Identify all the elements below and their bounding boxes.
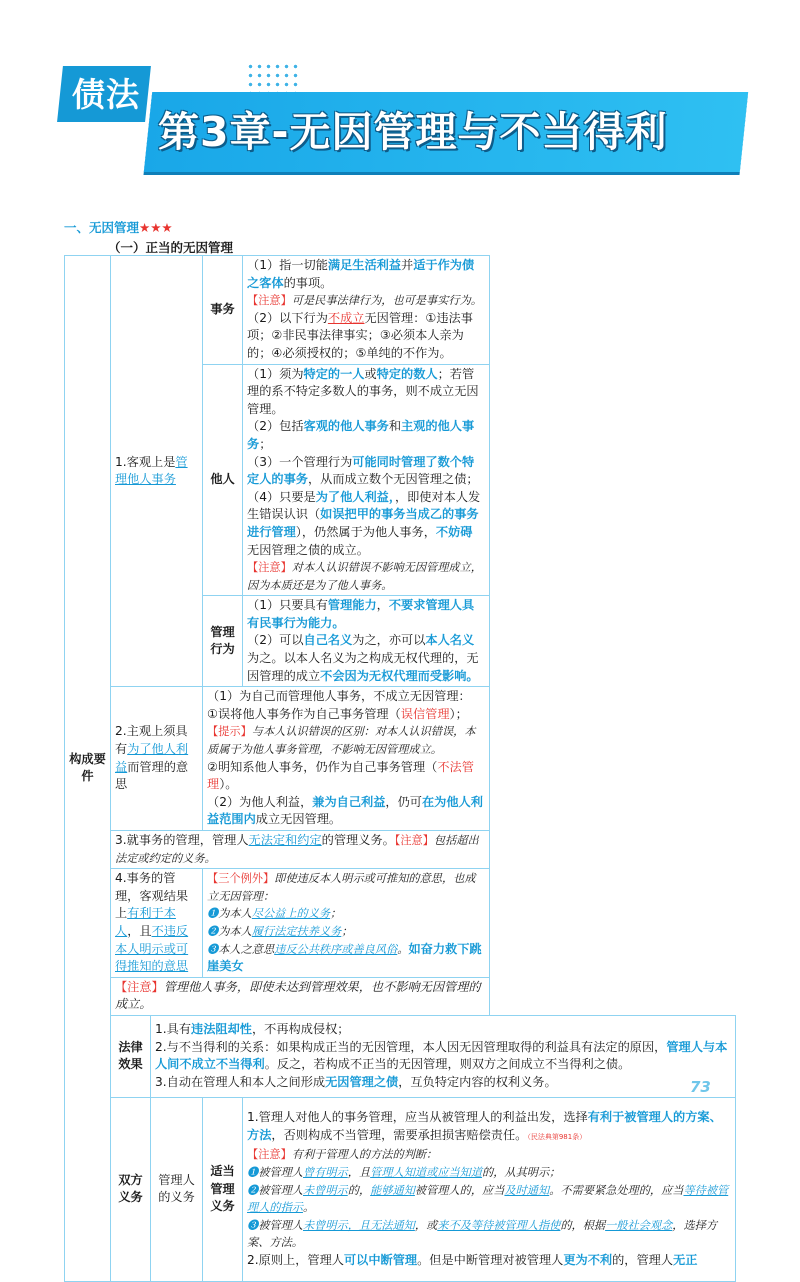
table-row — [65, 1097, 736, 1281]
text-line — [207, 870, 484, 905]
text-run: 的管理义务。 — [321, 833, 395, 847]
text-run: 及时通知 — [504, 1183, 550, 1197]
label-taren: 他人 — [203, 364, 243, 596]
label-keguan — [111, 256, 203, 687]
text-run: 无因管理之债 — [325, 1075, 399, 1090]
importance-stars: ★★★ — [139, 220, 173, 235]
text-run: 或 — [364, 366, 377, 381]
text-run: 的，管理人 — [612, 1253, 674, 1268]
section-heading — [64, 218, 173, 236]
text-run: 曾有明示 — [302, 1166, 348, 1180]
text-line — [247, 292, 484, 310]
text-run: ，从而成立数个无因管理之债； — [307, 472, 479, 487]
label-falv: 法律效果 — [111, 1015, 151, 1097]
text-run: ，或 — [414, 1218, 438, 1232]
cell-yiwu3 — [111, 831, 490, 869]
text-run — [207, 943, 408, 956]
page-number: 73 — [690, 1078, 711, 1096]
text-line — [155, 1021, 731, 1039]
text-run: 【注意】 — [115, 979, 164, 994]
text-run: （2）可以 — [247, 633, 304, 648]
text-run: ，且 — [127, 923, 152, 938]
cell-guanli-xingwei — [243, 596, 489, 687]
text-run: 【提示】 — [207, 725, 252, 739]
label-goucheng: 构成要件 — [65, 256, 111, 1282]
text-line — [247, 257, 484, 292]
text-run: 适于作为债之客体 — [247, 258, 475, 290]
text-line — [247, 418, 484, 453]
text-run: （3）一个管理行为 — [247, 454, 353, 469]
text-run: （1）只要具有 — [247, 598, 328, 613]
label-shidang: 适当管理义务 — [203, 1097, 243, 1281]
text-line — [247, 1146, 731, 1164]
text-line — [247, 1109, 731, 1146]
text-line — [247, 1252, 731, 1270]
text-run: 【注意】 — [247, 561, 292, 575]
text-run: 为了他人利益， — [315, 489, 395, 504]
text-run: 被管理人 — [258, 1183, 303, 1197]
text-run: （民法典第981条） — [527, 1132, 587, 1141]
text-run: ）； — [449, 706, 468, 721]
text-run: 并 — [401, 258, 414, 272]
text-run: 包括超出法定或约定的义务。 — [115, 834, 479, 865]
text-run: 可以中断管理 — [343, 1253, 418, 1268]
text-run: ； — [259, 436, 272, 451]
text-run: 来不及等待被管理人指使 — [437, 1218, 561, 1232]
text-run: 。但是中断管理对被管理人 — [417, 1253, 564, 1268]
text-line — [247, 559, 484, 594]
label-shuangfang: 双方义务 — [111, 1097, 151, 1281]
text-run: 管理他人事务，即使未达到管理效果，也不影响无因管理的成立。 — [115, 979, 481, 1012]
text-line — [247, 454, 484, 489]
text-line — [247, 1182, 731, 1217]
bullet-2-icon: ❷ — [207, 924, 219, 938]
decorative-dots — [246, 62, 300, 92]
text-line — [247, 310, 484, 363]
cell-yiwu — [243, 1097, 736, 1281]
text-run: 为之。以本人名义为之构成无权代理的，无因管理的成立 — [247, 651, 479, 683]
text-run: 而管理的意思 — [115, 759, 189, 792]
text-run: 为本人 — [218, 924, 252, 938]
text-line: （1）为自己而管理他人事务，不成立无因管理： — [207, 689, 471, 704]
text-run: ，仍可 — [385, 794, 422, 809]
text-run: ，不再构成侵权； — [251, 1022, 350, 1037]
text-run: 被管理人 — [258, 1218, 303, 1232]
text-run: 【注意】 — [247, 294, 292, 308]
text-run: 在为他人利益范围内 — [207, 794, 483, 827]
subsection-heading: （一）正当的无因管理 — [108, 240, 234, 255]
text-run: 被管理人的，应当 — [414, 1183, 505, 1197]
bullet-3-icon: ❸ — [247, 1218, 259, 1232]
text-line — [207, 923, 484, 941]
text-run: （4）只要是 — [247, 489, 316, 504]
text-run: 未曾明示 — [302, 1183, 348, 1197]
table-row — [65, 869, 736, 978]
text-run: （1）须为 — [247, 366, 304, 381]
text-run: 履行法定扶养义务 — [251, 924, 342, 938]
text-run: 主观的他人事务 — [247, 419, 475, 451]
text-run: ①误将他人事务作为自己事务管理（ — [207, 706, 401, 721]
bullet-2-icon: ❷ — [247, 1183, 259, 1197]
text-line — [247, 366, 484, 419]
text-line — [207, 794, 484, 829]
text-run: 误信管理 — [400, 706, 450, 721]
text-run: 的，根据 — [560, 1218, 606, 1232]
text-run: 可是民事法律行为，也可是事实行为。 — [291, 294, 482, 308]
text-run: 管理人与本人间不成立不当得利 — [155, 1039, 728, 1072]
text-run: ， — [376, 598, 389, 613]
text-line — [247, 1217, 731, 1252]
bullet-3-icon: ❸ — [207, 942, 219, 956]
text-run: 。不需要紧急处理的，应当 — [549, 1183, 684, 1197]
text-run: 自己名义 — [303, 633, 353, 648]
text-run: 对本人认识错误不影响无因管理成立，因为本质还是为了他人事务。 — [247, 561, 482, 592]
text-run: 特定的一人 — [303, 366, 365, 381]
text-run: 。 — [397, 942, 409, 956]
text-run: 成立无因管理。 — [255, 812, 342, 827]
bullet-1-icon: ❶ — [247, 1166, 259, 1180]
text-run: 尽公益上的义务 — [251, 907, 331, 921]
text-run: 如误把甲的事务当成乙的事务进行管理 — [247, 507, 479, 539]
text-line — [155, 1074, 731, 1092]
text-run: 和 — [388, 419, 402, 434]
text-run: ②明知系他人事务，仍作为自己事务管理（ — [207, 759, 438, 774]
text-run: 2.原则上，管理人 — [247, 1253, 344, 1268]
text-run: （2）以下行为 — [247, 310, 328, 325]
label-jieguo — [111, 869, 203, 978]
table-row — [65, 977, 736, 1015]
text-run: 有利于被管理人的方案、方法 — [247, 1110, 722, 1142]
text-run: 本人名义 — [425, 633, 475, 648]
text-run: 管理能力 — [327, 598, 377, 613]
text-run: 如奋力救下跳崖美女 — [207, 941, 482, 974]
cell-xiaoguo — [151, 1015, 736, 1097]
text-line — [247, 632, 484, 685]
text-run: 可能同时管理了数个特定人的事务 — [247, 454, 475, 487]
text-run: 1.客观上是 — [115, 454, 176, 469]
cell-taren — [243, 364, 489, 596]
text-line — [155, 1039, 731, 1074]
text-run: 【三个例外】 — [207, 872, 275, 886]
text-run: 特定的数人 — [376, 366, 438, 381]
text-run: 不妨碍 — [435, 524, 473, 539]
text-run: 的， — [347, 1183, 371, 1197]
text-run: 即使违反本人明示或可推知的意思，也成立无因管理： — [207, 872, 476, 903]
text-line — [207, 759, 484, 794]
label-guanli-xingwei: 管理行为 — [203, 596, 243, 687]
text-line — [207, 941, 484, 976]
label-guanliren: 管理人的义务 — [151, 1097, 203, 1281]
text-run: 。 — [302, 1201, 315, 1215]
text-run: 更为不利 — [563, 1253, 613, 1268]
text-run: 不会因为无权代理而受影响。 — [320, 668, 479, 683]
text-run: ）。 — [219, 777, 238, 792]
text-run: ，即使对本人发生错误认识（ — [247, 489, 481, 522]
text-run: ；若管理的系不特定多数人的事务，则不成立无因管理。 — [247, 366, 479, 416]
text-run: 违反公共秩序或善良风俗 — [274, 942, 398, 956]
text-run: 有利于管理人的方法的判断： — [291, 1148, 438, 1162]
text-run: 不要求管理人具有民事行为能力。 — [247, 598, 475, 630]
section-heading-text: 一、无因管理 — [64, 220, 140, 235]
text-run: 能够通知 — [370, 1183, 415, 1197]
text-run: 。反之，若构成不正当的无因管理，则双方之间成立不当得利之债。 — [264, 1057, 631, 1072]
text-run: （2）包括 — [247, 419, 304, 434]
text-run: 1.具有 — [155, 1022, 192, 1037]
text-run: 有利于本人 — [115, 906, 176, 938]
cell-goucheng-note — [111, 977, 490, 1015]
cell-zhuguan — [203, 687, 489, 831]
text-run: ，选择方案、方法。 — [247, 1218, 718, 1250]
cell-shiwu — [243, 256, 489, 365]
text-run: 3.就事务的管理，管理人 — [115, 833, 249, 847]
subject-tag: 债法 — [72, 75, 140, 114]
text-run: 未曾明示，且无法通知 — [302, 1218, 415, 1232]
chapter-title: 第3章-无因管理与不当得利 — [158, 108, 668, 156]
text-line — [207, 905, 484, 923]
text-run: 被管理人 — [258, 1166, 303, 1180]
text-run: 的，从其明示； — [482, 1166, 561, 1180]
text-run: ，互负特定内容的权利义务。 — [398, 1075, 557, 1090]
text-run: 一般社会观念 — [605, 1218, 673, 1232]
text-run: 为了他人利益 — [115, 742, 189, 774]
text-run: 无正 — [673, 1253, 698, 1268]
text-run: （1）指一切能 — [247, 258, 328, 272]
table-row — [65, 687, 736, 831]
text-run: 等待被管理人的指示 — [247, 1183, 729, 1215]
text-run: 3.自动在管理人和本人之间形成 — [155, 1075, 326, 1090]
content-table — [64, 255, 736, 1282]
text-run: 【注意】 — [247, 1148, 292, 1162]
text-run: 不成立 — [327, 310, 365, 325]
text-run: ，且 — [347, 1166, 371, 1180]
text-run: 2.与不当得利的关系：如果构成正当的无因管理，本人因无因管理取得的利益具有法定的原因， — [155, 1039, 667, 1054]
text-run: 客观的他人事务 — [303, 419, 389, 434]
cell-liwai — [203, 869, 489, 978]
text-run: 不法管理 — [207, 759, 474, 792]
text-line — [207, 706, 484, 759]
text-run: 本人之意思 — [218, 942, 275, 956]
text-line — [247, 489, 484, 559]
text-run: ，否则构成不当管理，需要承担损害赔偿责任。 — [271, 1127, 528, 1142]
text-run: 1.管理人对他人的事务管理，应当从被管理人的利益出发，选择 — [247, 1110, 588, 1125]
label-zhuguan — [111, 687, 203, 831]
text-run: ； — [341, 924, 353, 938]
text-run: 无因管理之债的成立。 — [247, 542, 369, 557]
text-line — [247, 597, 484, 632]
text-run: ； — [330, 907, 342, 921]
table-row — [65, 1015, 736, 1097]
text-run — [207, 725, 476, 756]
text-run: 4.事务的管理，客观结果上 — [115, 871, 189, 921]
table-row — [65, 256, 736, 365]
keguan-highlight: 管理他人事务 — [115, 454, 188, 487]
text-run: 管理人知道或应当知道 — [370, 1166, 483, 1180]
text-run: 无因管理：①违法事项；②非民事法律事实；③必须本人亲为的；④必须授权的；⑤单纯的不作为。 — [247, 310, 473, 360]
text-run: （2）为他人利益， — [207, 794, 313, 809]
text-run: 满足生活利益 — [327, 258, 402, 272]
text-run: ），仍然属于为他人事务， — [295, 524, 436, 539]
bullet-1-icon: ❶ — [207, 907, 219, 921]
text-line — [247, 1164, 731, 1182]
text-run: 违法阻却性 — [191, 1022, 252, 1037]
text-run: 为之，亦可以 — [352, 633, 426, 648]
text-run: 兼为自己利益 — [312, 794, 386, 809]
text-run: 【注意】 — [394, 834, 434, 847]
text-run: 与本人认识错误的区别：对本人认识错误，本质属于为他人事务管理，不影响无因管理成立。 — [207, 725, 476, 757]
text-run: 2.主观上须具有 — [115, 724, 188, 757]
text-run: 不违反本人明示或可得推知的意思 — [115, 923, 189, 974]
header-background — [0, 0, 800, 62]
table-row — [65, 831, 736, 869]
label-shiwu: 事务 — [203, 256, 243, 365]
text-run: 为本人 — [218, 907, 252, 921]
text-run: 无法定和约定 — [248, 833, 322, 847]
text-run: 的事项。 — [283, 275, 333, 290]
